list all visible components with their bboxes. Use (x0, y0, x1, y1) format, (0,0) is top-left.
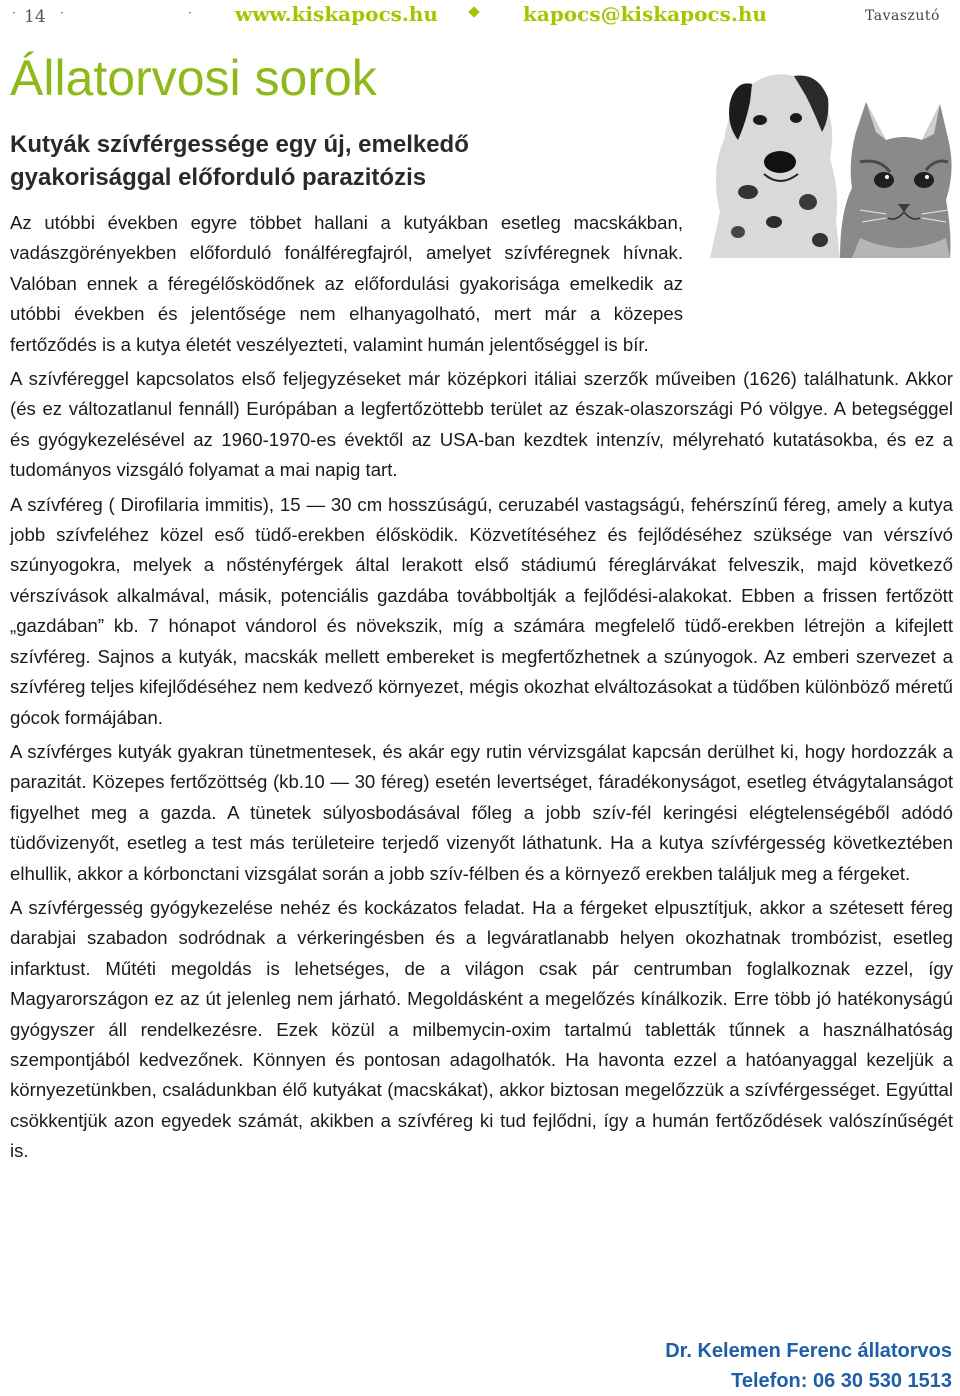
section-label: Tavaszutó (865, 8, 940, 24)
article-paragraph: A szívférgesség gyógykezelése nehéz és kockázatos feladat. Ha a férgeket elpusztítjuk, akkor a szétesett féreg darabjai szabadon sodródnak a vérkeringésben és a legváratlanabb helyen okozhatnak trombózist, esetleg infarktust. Műtéti megoldás is lehetséges, de a világon csak pár centrumban foglalkoznak ezzel, így Magyarországon ez az út jelenleg nem járható. Megoldásként a megelőzés kínálkozik. Erre több jó hatékonyságú gyógyszer áll rendelkezésre. Ezek közül a milbemycin-oxim tartalmú tabletták tűnnek a használhatóság szempontjából kedvezőnek. Könnyen és pontosan adagolhatók. Ha havonta ezzel a hatóanyaggal kezeljük a környezetünkben, családunkban élő kutyákat (macskákat), akkor biztosan megelőzzük a szívférgességet. Egyúttal csökkentjük azon egyedek számát, akikben a szívféreg ki tud fejlődni, így a humán fertőződések valószínűségét is. (10, 896, 953, 1162)
page-title: Állatorvosi sorok (10, 50, 377, 106)
header-dot-icon: · (12, 6, 16, 20)
article-subtitle: Kutyák szívférgessége egy új, emelkedő gyakorisággal előforduló parazitózis (10, 131, 469, 191)
email-link[interactable]: kapocs@kiskapocs.hu (523, 2, 767, 26)
article-paragraph: Az utóbbi években egyre többet hallani a kutyákban esetleg macskákban, vadászgörényekben előforduló fonálféregfajról, amelyet szívféregnek hívnak. Valóban ennek a féregélősködőnek az előfordulási gyakorisága emelkedik az utóbbi években és jelentősége nem elhanyagolható, mert már a közepes fertőződés is a kutya életét veszélyezteti, valamint humán jelentőséggel is bír. (10, 212, 683, 355)
page-header (0, 0, 960, 36)
page-number: 14 (24, 7, 46, 27)
author-phone: Telefon: 06 30 530 1513 (731, 1370, 952, 1392)
article-paragraph: A szívféreg ( Dirofilaria immitis), 15 — 30 cm hosszúságú, ceruzabél vastagságú, fehérszínű féreg, amely a kutya jobb szívfeléhez közel eső tüdő-erekben élősködik. Közvetítéséhez és fejlődéséhez szüksége van vérszívó szúnyogokra, melyek a nőstényférgek által lerakott első stádiumú féreglárvákat felveszik, majd következő vérszívások alkalmával, másik, potenciális gazdába továbboltják a fejlődési-alakokat. Ebben a frissen fertőzött „gazdában” kb. 7 hónapot vándorol és növekszik, míg a számára megfelelő tüdő-erekben létrejön a kifejlett szívféreg. Sajnos a kutyák, macskák mellett embereket is megfertőzhetnek a szúnyogok. Az emberi szervezet a szívféreg teljes kifejlődéséhez nem kedvező környezet, mégis okozhat elváltozásokat a tüdőben különböző méretű gócok formájában. (10, 493, 953, 728)
author-name: Dr. Kelemen Ferenc állatorvos (665, 1340, 952, 1362)
article-paragraph: A szívféreggel kapcsolatos első feljegyzéseket már középkori itáliai szerzők műveiben (1626) találhatunk. Akkor (és ez változatlanul fennáll) Európában a legfertőzöttebb terület az észak-olaszországi Pó völgye. A betegséggel és gyógykezelésével az 1960-1970-es évektől az USA-ban kezdtek intenzív, mélyreható kutatásokba, és ez a tudományos vizsgáló folyamat a mai napig tart. (10, 368, 953, 481)
author-signature (665, 1336, 952, 1396)
header-dot-icon: · (188, 6, 192, 20)
article-body (10, 208, 953, 1171)
diamond-separator-icon (468, 6, 479, 17)
website-link[interactable]: www.kiskapocs.hu (235, 2, 438, 26)
article-paragraph: A szívférges kutyák gyakran tünetmentesek, és akár egy rutin vérvizsgálat kapcsán derülhet ki, hogy hordozzák a parazitát. Közepes fertőzöttség (kb.10 — 30 féreg) esetén levertséget, fáradékonyságot, esetleg étvágytalanságot figyelhet meg a gazda. A tünetek súlyosbodásával főleg a jobb szív-fél keringési elégtelenségéből adódó tüdővizenyőt, esetleg a test más területeire terjedő vizenyőt láthatunk. Ha a kutya szívférgesség következtében elhullik, akkor a kórbonctani vizsgálat során a jobb szív-félben és a környező erekben találjuk meg a férgeket. (10, 740, 953, 884)
header-dot-icon: · (60, 6, 64, 20)
